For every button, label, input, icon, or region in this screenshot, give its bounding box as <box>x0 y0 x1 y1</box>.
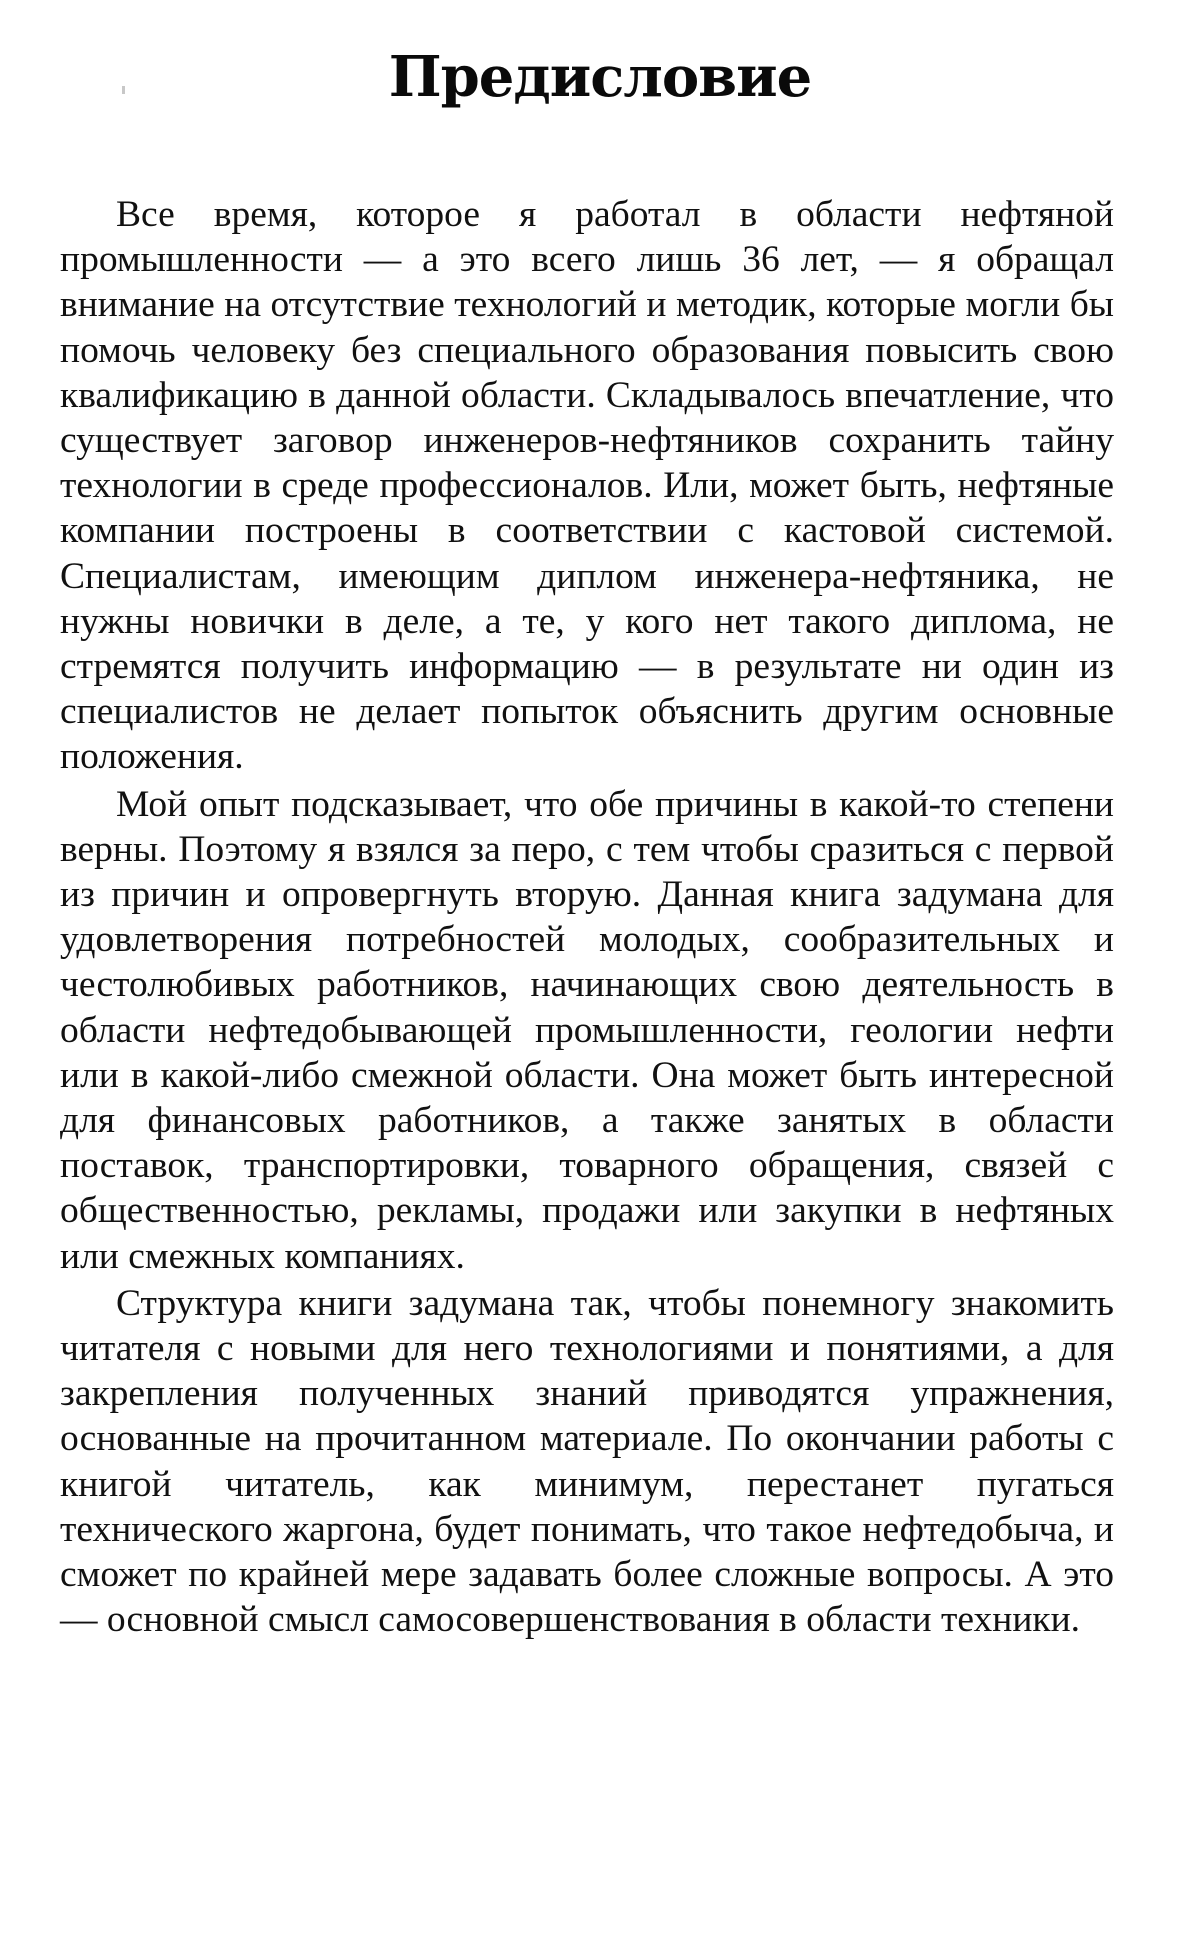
paragraph-3: Структура книги задумана так, чтобы понемногу знакомить читателя с новыми для него технологиями и понятиями, а для закрепления полученных знаний приводятся упражнения, основанные на прочитанном материале. По окончании работы с книгой читатель, как минимум, перестанет пугаться технического жаргона, будет понимать, что такое нефтедобыча, и сможет по крайней мере задавать более сложные вопросы. А это — основной смысл самосовершенствования в области техники. <box>60 1282 1114 1641</box>
paragraph-1: Все время, которое я работал в области нефтяной промышленности — а это всего лишь 36 лет, — я обращал внимание на отсутствие технологий и методик, которые могли бы помочь человеку без специального образования повысить свою квалификацию в данной области. Складывалось впечатление, что существует заговор инженеров-нефтяников сохранить тайну технологии в среде профессионалов. Или, может быть, нефтяные компании построены в соответствии с кастовой системой. Специалистам, имеющим диплом инженера-нефтяника, не нужны новички в деле, а те, у кого нет такого диплома, не стремятся получить информацию — в результате ни один из специалистов не делает попыток объяснить другим основные положения. <box>60 194 1114 778</box>
preface-body <box>60 192 1114 1645</box>
paragraph-2: Мой опыт подсказывает, что обе причины в какой-то степени верны. Поэтому я взялся за перо, с тем чтобы сразиться с первой из причин и опровергнуть вторую. Данная книга задумана для удовлетворения потребностей молодых, сообразительных и честолюбивых работников, начинающих свою деятельность в области нефтедобывающей промышленности, геологии нефти или в какой-либо смежной области. Она может быть интересной для финансовых работников, а также занятых в области поставок, транспортировки, товарного обращения, связей с общественностью, рекламы, продажи или закупки в нефтяных или смежных компаниях. <box>60 783 1114 1277</box>
page-title: Предисловие <box>388 44 812 110</box>
